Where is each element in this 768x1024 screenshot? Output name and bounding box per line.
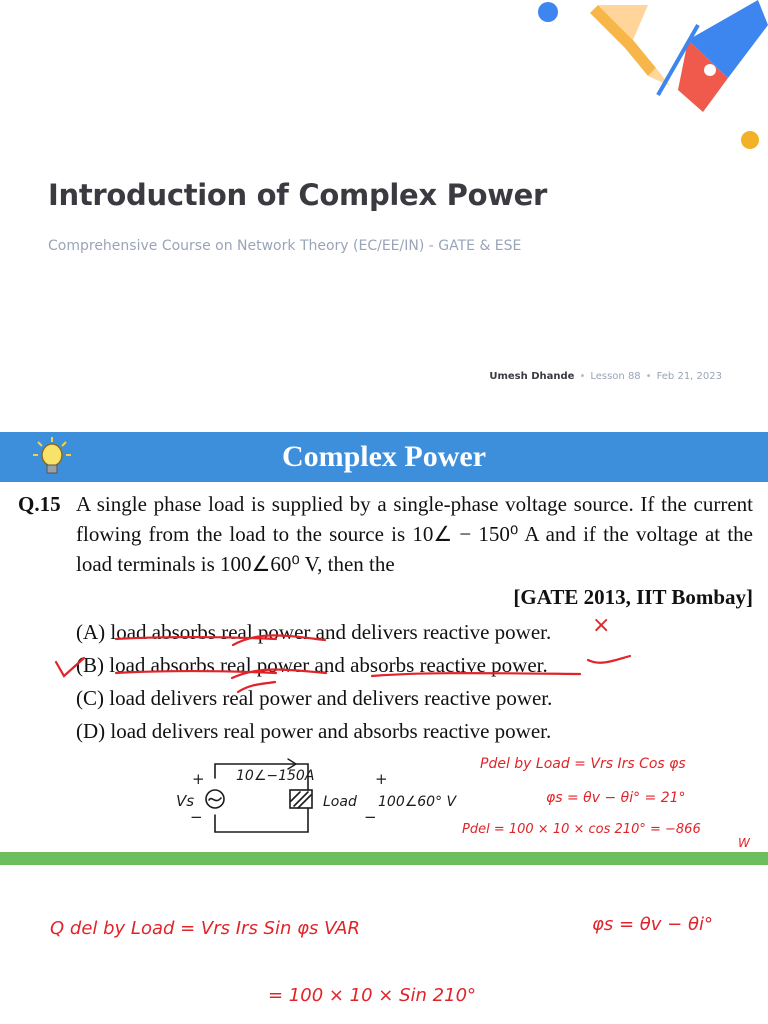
option-a: (A) load absorbs real power and delivers reactive power. (76, 620, 552, 644)
phase-angle-formula: φs = θv − θi° = 21° (546, 790, 686, 806)
lesson-meta (489, 371, 722, 382)
lesson-date: Feb 21, 2023 (656, 371, 722, 382)
tick-mark-icon (588, 656, 630, 663)
banner-title: Complex Power (281, 440, 487, 473)
pencil-icon (590, 5, 670, 86)
real-power-formula: Pdel by Load = Vrs Irs Cos φs (480, 756, 686, 772)
author-name: Umesh Dhande (489, 371, 575, 382)
source-plus-label: + (192, 770, 205, 788)
reactive-power-value: = 100 × 10 × Sin 210° (268, 985, 477, 1006)
question-reference: [GATE 2013, IIT Bombay] (513, 585, 753, 609)
course-subtitle: Comprehensive Course on Network Theory (EC/EE/IN) - GATE & ESE (48, 238, 522, 254)
load-minus-label: − (364, 808, 377, 826)
yellow-dot-decoration (741, 131, 759, 149)
circuit-current-label: 10∠−150A (236, 768, 315, 784)
real-power-unit: W (738, 836, 750, 850)
stationery-illustration (538, 0, 768, 160)
topic-banner (0, 432, 768, 482)
option-c: (C) load delivers real power and delivers reactive power. (76, 686, 553, 710)
load-plus-label: + (375, 770, 388, 788)
reactive-phase-formula: φs = θv − θi° (592, 914, 713, 935)
lesson-title: Introduction of Complex Power (48, 178, 548, 212)
source-minus-label: − (190, 808, 203, 826)
meta-separator: • (579, 371, 586, 382)
lesson-number: Lesson 88 (590, 371, 641, 382)
load-label: Load (323, 794, 357, 810)
pen-nib-icon (678, 0, 768, 112)
question-number: Q.15 (18, 492, 61, 516)
load-voltage-label: 100∠60° V (378, 794, 457, 810)
option-b: (B) load absorbs real power and absorbs reactive power. (76, 653, 548, 677)
cross-mark: × (592, 613, 611, 638)
slide-divider (0, 852, 768, 865)
question-text: A single phase load is supplied by a single-phase voltage source. If the current flowing from the load to the source is 10∠ − 150⁰ A and if the voltage at the load terminals is 100∠60⁰ V, then the (76, 492, 753, 576)
meta-separator: • (645, 371, 652, 382)
reactive-power-formula: Q del by Load = Vrs Irs Sin φs VAR (50, 918, 360, 939)
lesson-cover (0, 0, 768, 425)
real-power-value: Pdel = 100 × 10 × cos 210° = −866 (462, 822, 701, 837)
blue-dot-decoration (538, 2, 558, 22)
source-label: Vs (176, 792, 195, 810)
option-d: (D) load delivers real power and absorbs reactive power. (76, 719, 552, 743)
